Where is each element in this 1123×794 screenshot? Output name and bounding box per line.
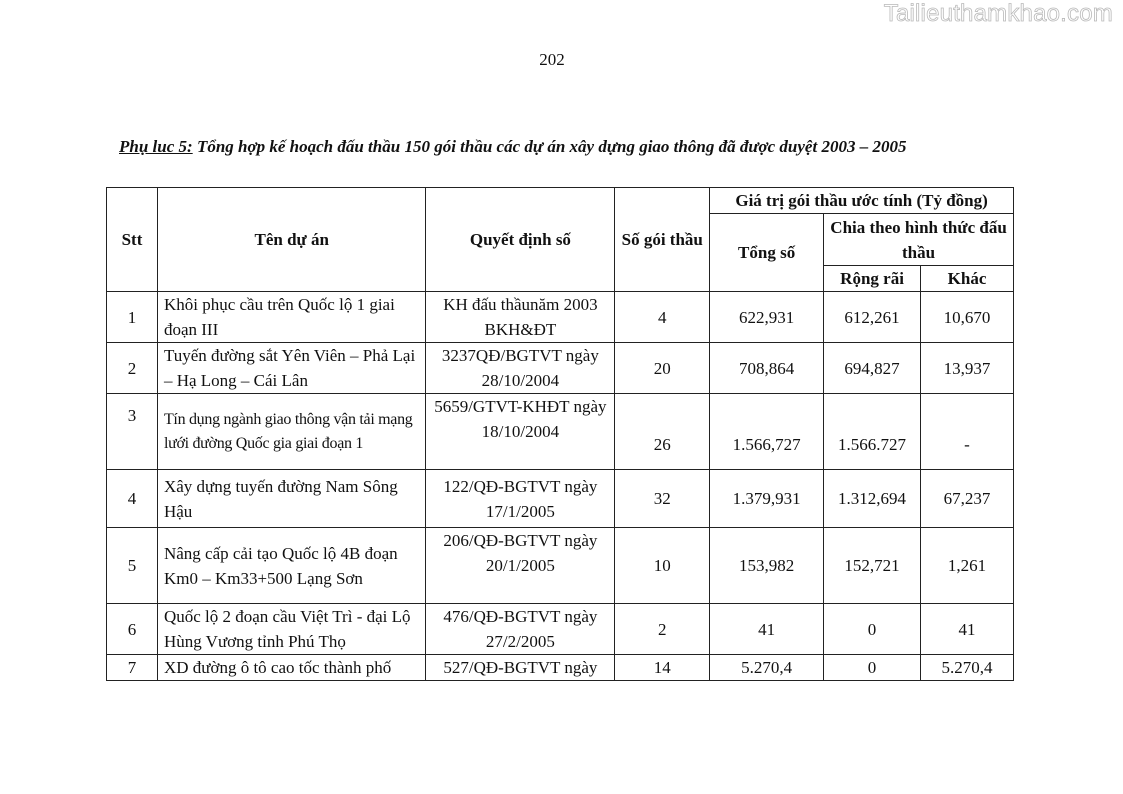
cell-total: 1.379,931 (710, 470, 824, 528)
cell-total: 622,931 (710, 292, 824, 343)
cell-project: Tuyến đường sắt Yên Viên – Phả Lại – Hạ Long – Cái Lân (157, 343, 426, 394)
cell-decision: 3237QĐ/BGTVT ngày 28/10/2004 (426, 343, 615, 394)
header-other: Khác (921, 266, 1014, 292)
cell-total: 41 (710, 604, 824, 655)
cell-stt: 5 (107, 528, 158, 604)
cell-stt: 6 (107, 604, 158, 655)
table-row (107, 394, 1014, 470)
table-row (107, 528, 1014, 604)
cell-open: 0 (824, 604, 921, 655)
cell-stt: 1 (107, 292, 158, 343)
cell-stt: 4 (107, 470, 158, 528)
cell-open: 0 (824, 655, 921, 681)
header-project: Tên dự án (157, 188, 426, 292)
cell-project: XD đường ô tô cao tốc thành phố (157, 655, 426, 681)
page-number: 202 (539, 50, 565, 69)
cell-packages: 2 (615, 604, 710, 655)
cell-packages: 26 (615, 394, 710, 470)
table-row (107, 292, 1014, 343)
cell-other: 41 (921, 604, 1014, 655)
header-stt: Stt (107, 188, 158, 292)
cell-project: Khôi phục cầu trên Quốc lộ 1 giai đoạn III (157, 292, 426, 343)
cell-total: 153,982 (710, 528, 824, 604)
cell-packages: 10 (615, 528, 710, 604)
cell-packages: 32 (615, 470, 710, 528)
cell-stt: 7 (107, 655, 158, 681)
cell-total: 5.270,4 (710, 655, 824, 681)
cell-project: Tín dụng ngành giao thông vận tải mạng lưới đường Quốc gia giai đoạn 1 (157, 394, 426, 470)
watermark: Tailieuthamkhao.com (883, 0, 1113, 27)
table-row (107, 655, 1014, 681)
cell-other: 1,261 (921, 528, 1014, 604)
cell-open: 1.566.727 (824, 394, 921, 470)
header-packages: Số gói thầu (615, 188, 710, 292)
cell-stt: 2 (107, 343, 158, 394)
cell-decision: 527/QĐ-BGTVT ngày (426, 655, 615, 681)
cell-project: Xây dựng tuyến đường Nam Sông Hậu (157, 470, 426, 528)
cell-decision: 206/QĐ-BGTVT ngày 20/1/2005 (426, 528, 615, 604)
cell-other: 13,937 (921, 343, 1014, 394)
header-open: Rộng rãi (824, 266, 921, 292)
cell-open: 694,827 (824, 343, 921, 394)
bidding-plan-table (106, 187, 1014, 681)
cell-open: 152,721 (824, 528, 921, 604)
cell-total: 1.566,727 (710, 394, 824, 470)
cell-decision: KH đấu thầunăm 2003 BKH&ĐT (426, 292, 615, 343)
header-total: Tổng số (710, 214, 824, 292)
table-row (107, 343, 1014, 394)
cell-other: 5.270,4 (921, 655, 1014, 681)
cell-packages: 20 (615, 343, 710, 394)
header-value-group: Giá trị gói thầu ước tính (Tỷ đồng) (710, 188, 1014, 214)
caption-title: Tổng hợp kế hoạch đấu thầu 150 gói thầu các dự án xây dựng giao thông đã được duyệt 2003 – 2005 (196, 137, 907, 156)
cell-open: 612,261 (824, 292, 921, 343)
cell-project: Nâng cấp cải tạo Quốc lộ 4B đoạn Km0 – Km33+500 Lạng Sơn (157, 528, 426, 604)
cell-total: 708,864 (710, 343, 824, 394)
table-caption (119, 137, 906, 157)
table-row (107, 604, 1014, 655)
caption-label: Phụ luc 5: (119, 137, 193, 156)
header-split: Chia theo hình thức đấu thầu (824, 214, 1014, 266)
cell-other: 10,670 (921, 292, 1014, 343)
cell-open: 1.312,694 (824, 470, 921, 528)
table-row (107, 470, 1014, 528)
header-decision: Quyết định số (426, 188, 615, 292)
cell-packages: 4 (615, 292, 710, 343)
cell-decision: 122/QĐ-BGTVT ngày 17/1/2005 (426, 470, 615, 528)
cell-decision: 5659/GTVT-KHĐT ngày 18/10/2004 (426, 394, 615, 470)
cell-other: 67,237 (921, 470, 1014, 528)
cell-other: - (921, 394, 1014, 470)
cell-stt: 3 (107, 394, 158, 470)
cell-decision: 476/QĐ-BGTVT ngày 27/2/2005 (426, 604, 615, 655)
cell-packages: 14 (615, 655, 710, 681)
cell-project: Quốc lộ 2 đoạn cầu Việt Trì - đại Lộ Hùng Vương tỉnh Phú Thọ (157, 604, 426, 655)
